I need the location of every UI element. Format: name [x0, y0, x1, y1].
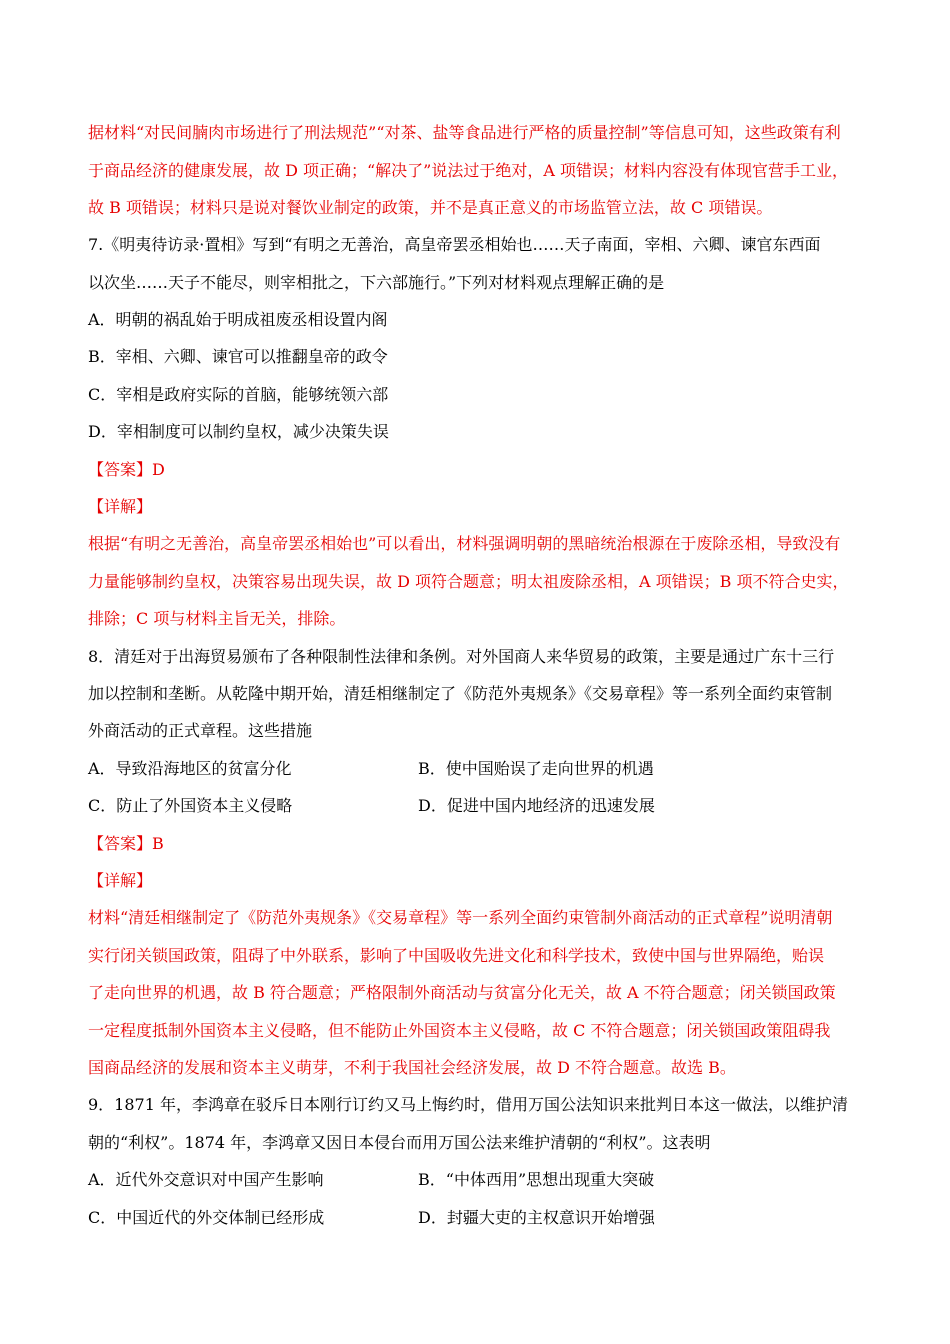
question-9-option-d: D．封疆大吏的主权意识开始增强 [418, 1208, 655, 1227]
question-8-option-d: D．促进中国内地经济的迅速发展 [418, 796, 655, 815]
question-7-option-c: C．宰相是政府实际的首脑，能够统领六部 [88, 385, 389, 404]
question-7-stem: 7.《明夷待访录·置相》写到“有明之无善治，高皇帝罢丞相始也……天子南面，宰相、六卿、谏官东西面 [88, 235, 821, 254]
question-8-stem: 外商活动的正式章程。这些措施 [88, 721, 313, 740]
question-8-answer: 【答案】B [88, 834, 164, 853]
explanation-line: 故 B 项错误；材料只是说对餐饮业制定的政策，并不是真正意义的市场监管立法，故 C 项错误。 [88, 198, 773, 217]
question-9-option-a: A．近代外交意识对中国产生影响 [88, 1170, 324, 1189]
question-7-option-a: A．明朝的祸乱始于明成祖废丞相设置内阁 [88, 310, 388, 329]
question-8-detail-label: 【详解】 [88, 871, 153, 890]
question-8-detail-line: 实行闭关锁国政策，阻碍了中外联系，影响了中国吸收先进文化和科学技术，致使中国与世界隔绝，贻误 [88, 946, 825, 965]
question-8-detail-line: 材料“清廷相继制定了《防范外夷规条》《交易章程》等一系列全面约束管制外商活动的正式章程”说明清朝 [88, 908, 833, 927]
question-7-stem: 以次坐……天子不能尽，则宰相批之，下六部施行。”下列对材料观点理解正确的是 [88, 273, 665, 292]
question-7-answer: 【答案】D [88, 460, 165, 479]
question-8-detail-line: 了走向世界的机遇，故 B 符合题意；严格限制外商活动与贫富分化无关，故 A 不符合题意；闭关锁国政策 [88, 983, 836, 1002]
question-8-detail-line: 国商品经济的发展和资本主义萌芽，不利于我国社会经济发展，故 D 不符合题意。故选 B。 [88, 1058, 736, 1077]
question-8-option-b: B．使中国贻误了走向世界的机遇 [418, 759, 654, 778]
question-9-stem: 9．1871 年，李鸿章在驳斥日本刚行订约又马上悔约时，借用万国公法知识来批判日本这一做法，以维护清 [88, 1095, 848, 1114]
question-9-option-c: C．中国近代的外交体制已经形成 [88, 1208, 325, 1227]
question-8-option-a: A．导致沿海地区的贫富分化 [88, 759, 292, 778]
question-8-detail-line: 一定程度抵制外国资本主义侵略，但不能防止外国资本主义侵略，故 C 不符合题意；闭关锁国政策阻碍我 [88, 1021, 831, 1040]
explanation-line: 于商品经济的健康发展，故 D 项正确；“解决了”说法过于绝对，A 项错误；材料内容没有体现官营手工业， [88, 161, 849, 180]
question-7-option-d: D．宰相制度可以制约皇权，减少决策失误 [88, 422, 389, 441]
question-7-option-b: B．宰相、六卿、谏官可以推翻皇帝的政令 [88, 347, 388, 366]
question-9-stem: 朝的“利权”。1874 年，李鸿章又因日本侵台而用万国公法来维护清朝的“利权”。这表明 [88, 1133, 711, 1152]
question-7-detail-line: 根据“有明之无善治，高皇帝罢丞相始也”可以看出，材料强调明朝的黑暗统治根源在于废除丞相，导致没有 [88, 534, 841, 553]
question-7-detail-line: 排除；C 项与材料主旨无关，排除。 [88, 609, 346, 628]
question-7-detail-label: 【详解】 [88, 497, 153, 516]
question-8-stem: 加以控制和垄断。从乾隆中期开始，清廷相继制定了《防范外夷规条》《交易章程》等一系列全面约束管制 [88, 684, 833, 703]
question-9-option-b: B．“中体西用”思想出现重大突破 [418, 1170, 655, 1189]
question-7-detail-line: 力量能够制约皇权，决策容易出现失误，故 D 项符合题意；明太祖废除丞相，A 项错误；B 项不符合史实， [88, 572, 849, 591]
question-8-option-c: C．防止了外国资本主义侵略 [88, 796, 293, 815]
explanation-line: 据材料“对民间腩肉市场进行了刑法规范”“对茶、盐等食品进行严格的质量控制”等信息可知，这些政策有利 [88, 123, 841, 142]
question-8-stem: 8．清廷对于出海贸易颁布了各种限制性法律和条例。对外国商人来华贸易的政策，主要是通过广东十三行 [88, 647, 835, 666]
